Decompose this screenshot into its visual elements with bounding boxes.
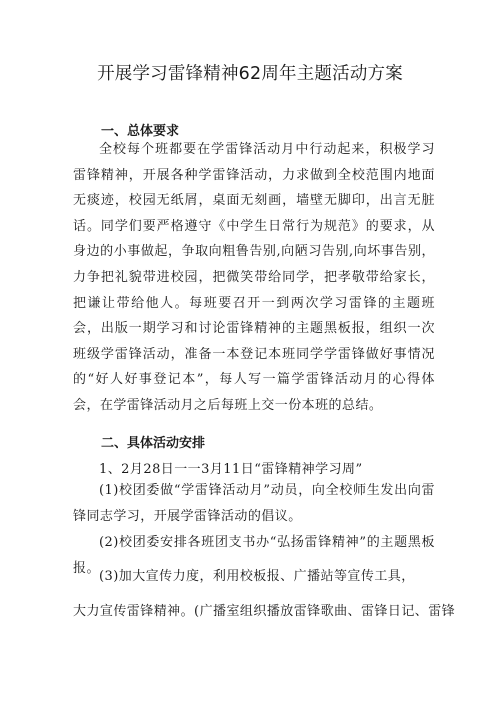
- document-title: 开展学习雷锋精神62周年主题活动方案: [97, 64, 403, 84]
- section-heading-general-requirements: 一、总体要求: [101, 124, 180, 139]
- section-heading-activity-schedule: 二、具体活动安排: [101, 436, 206, 451]
- schedule-subitem-publicity-continued: 大力宣传雷锋精神。(广播室组织播放雷锋歌曲、雷锋日记、雷锋: [73, 604, 456, 619]
- schedule-subitem-mobilization: (1)校团委做“学雷锋活动月”动员，向全校师生发出向雷锋同志学习，开展学雷锋活动的倡议。: [73, 483, 435, 524]
- schedule-item-study-week: 1、2月28日一一3月11日“雷锋精神学习周”: [99, 462, 363, 477]
- section-body-general-requirements: 全校每个班都要在学雷锋活动月中行动起来，积极学习雷锋精神，开展各种学雷锋活动，力求做到全校范围内地面无痰迹，校园无纸屑，桌面无刻画，墙壁无脚印，出言无脏话。同学们要严格遵守《中学生日常行为规范》的要求，从身边的小事做起，争取向粗鲁告别,向陋习告别,向坏事告别，力争把礼貌带进校园，把微笑带给同学，把孝敬带给家长，把谦让带给他人。每班要召开一到两次学习雷锋的主题班会，出版一期学习和讨论雷锋精神的主题黑板报，组织一次班级学雷锋活动，准备一本登记本班同学学雷锋做好事情况的“好人好事登记本”，每人写一篇学雷锋活动月的心得体会，在学雷锋活动月之后每班上交一份本班的总结。: [73, 142, 435, 413]
- schedule-subitem-publicity: (3)加大宣传力度，利用校板报、广播站等宣传工具，: [99, 569, 415, 584]
- schedule-subitem-blackboard: (2)校团委安排各班团支书办“弘扬雷锋精神”的主题黑板报。: [73, 535, 435, 576]
